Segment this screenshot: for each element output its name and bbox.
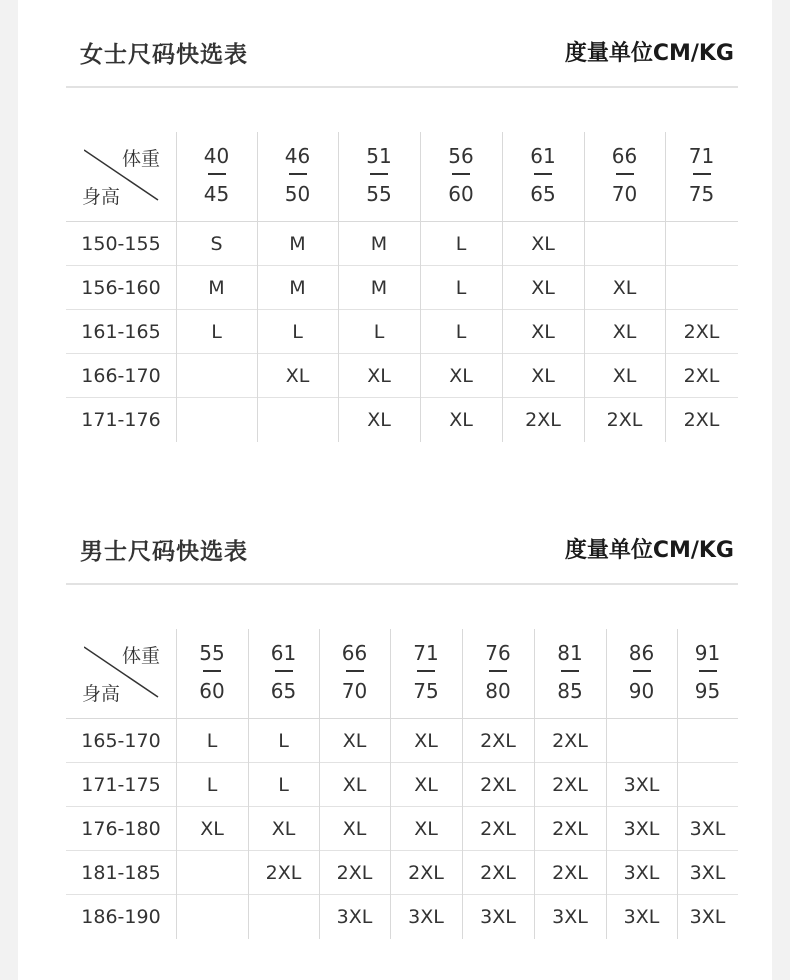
weight-min: 55	[199, 641, 225, 665]
weight-range-header	[534, 629, 606, 719]
table-row	[66, 310, 738, 354]
weight-max: 75	[688, 182, 715, 206]
size-cell: 2XL	[480, 774, 516, 796]
size-cell: 2XL	[683, 321, 720, 343]
column-divider	[606, 629, 607, 939]
height-range-label: 165-170	[81, 730, 161, 752]
men-section	[66, 497, 738, 928]
weight-range-header	[677, 629, 738, 719]
size-cell: 2XL	[552, 818, 588, 840]
weight-max: 50	[284, 182, 311, 206]
women-title: 女士尺码快选表	[80, 42, 248, 68]
column-divider	[338, 132, 339, 442]
column-divider	[462, 629, 463, 939]
table-row	[66, 807, 738, 851]
weight-min: 91	[694, 641, 721, 665]
column-divider	[319, 629, 320, 939]
size-cell: XL	[449, 409, 473, 431]
men-corner-cell	[66, 629, 176, 719]
weight-range-header	[420, 132, 502, 222]
weight-range-header	[462, 629, 534, 719]
size-cell: XL	[285, 365, 310, 387]
size-cell: 2XL	[525, 409, 561, 431]
women-corner-cell	[66, 132, 176, 222]
size-cell: 2XL	[683, 365, 720, 387]
weight-max: 80	[485, 679, 511, 703]
size-cell	[176, 354, 257, 398]
weight-range-header	[665, 132, 738, 222]
size-cell: 3XL	[336, 906, 373, 928]
men-size-table	[66, 629, 738, 939]
size-cell: L	[278, 730, 289, 752]
size-cell: 2XL	[408, 862, 444, 884]
women-section	[66, 0, 738, 431]
range-dash	[561, 670, 579, 672]
weight-max: 65	[530, 182, 556, 206]
weight-max: 60	[448, 182, 474, 206]
size-cell: L	[206, 774, 218, 796]
size-cell: XL	[612, 365, 637, 387]
weight-range-header	[606, 629, 677, 719]
column-divider	[257, 132, 258, 442]
size-cell: L	[373, 321, 385, 343]
table-row	[66, 266, 738, 310]
column-divider	[584, 132, 585, 442]
column-divider	[665, 132, 666, 442]
size-cell: XL	[531, 277, 555, 299]
weight-range-header	[390, 629, 462, 719]
corner-weight-label: 体重	[122, 148, 161, 170]
weight-min: 61	[270, 641, 297, 665]
weight-range-header	[257, 132, 338, 222]
weight-min: 86	[628, 641, 655, 665]
weight-min: 51	[366, 144, 392, 168]
weight-max: 65	[270, 679, 297, 703]
height-range-label: 161-165	[81, 321, 161, 343]
range-dash	[370, 173, 388, 175]
range-dash	[452, 173, 470, 175]
weight-max: 75	[413, 679, 439, 703]
women-divider	[66, 86, 738, 88]
weight-max: 55	[366, 182, 392, 206]
size-cell: M	[289, 277, 306, 299]
size-cell: XL	[414, 730, 438, 752]
column-divider	[534, 629, 535, 939]
weight-min: 66	[341, 641, 368, 665]
size-cell: 2XL	[480, 862, 516, 884]
size-cell: XL	[342, 774, 367, 796]
size-cell	[665, 222, 738, 266]
size-cell: L	[455, 277, 467, 299]
column-divider	[176, 629, 177, 939]
size-cell: 3XL	[408, 906, 444, 928]
size-cell: L	[455, 233, 467, 255]
range-dash	[693, 173, 711, 175]
men-header-row	[66, 629, 738, 719]
size-cell: 2XL	[480, 730, 516, 752]
column-divider	[677, 629, 678, 939]
size-cell: XL	[449, 365, 473, 387]
weight-max: 60	[199, 679, 225, 703]
men-title: 男士尺码快选表	[80, 539, 248, 565]
column-divider	[176, 132, 177, 442]
size-cell: 3XL	[623, 906, 660, 928]
corner-height-label: 身高	[82, 186, 121, 208]
women-header	[66, 0, 738, 68]
size-cell: M	[289, 233, 306, 255]
women-size-table	[66, 132, 738, 442]
weight-max: 95	[694, 679, 721, 703]
size-cell: XL	[200, 818, 224, 840]
size-cell	[176, 895, 248, 939]
size-cell: 2XL	[683, 409, 720, 431]
size-cell: 3XL	[623, 774, 660, 796]
size-cell: XL	[414, 818, 438, 840]
range-dash	[417, 670, 435, 672]
range-dash	[346, 670, 364, 672]
women-header-row	[66, 132, 738, 222]
size-cell	[584, 222, 665, 266]
table-row	[66, 851, 738, 895]
size-cell: L	[211, 321, 222, 343]
weight-min: 40	[203, 144, 230, 168]
size-chart-page	[18, 0, 772, 980]
height-range-label: 181-185	[81, 862, 161, 884]
weight-range-header	[319, 629, 390, 719]
size-cell: 2XL	[480, 818, 516, 840]
height-range-label: 176-180	[81, 818, 161, 840]
table-row	[66, 354, 738, 398]
size-cell: 3XL	[623, 818, 660, 840]
size-cell: 3XL	[480, 906, 516, 928]
range-dash	[489, 670, 507, 672]
column-divider	[502, 132, 503, 442]
size-cell: XL	[342, 818, 367, 840]
weight-min: 66	[611, 144, 638, 168]
men-divider	[66, 583, 738, 585]
size-cell: 2XL	[552, 862, 588, 884]
size-cell: 3XL	[552, 906, 588, 928]
corner-weight-label: 体重	[122, 645, 161, 667]
weight-min: 71	[413, 641, 439, 665]
size-cell: L	[292, 321, 303, 343]
column-divider	[420, 132, 421, 442]
height-range-label: 171-176	[81, 409, 161, 431]
weight-range-header	[176, 132, 257, 222]
weight-min: 76	[485, 641, 511, 665]
table-row	[66, 895, 738, 939]
size-cell: M	[370, 233, 388, 255]
range-dash	[616, 173, 634, 175]
range-dash	[534, 173, 552, 175]
table-row	[66, 222, 738, 266]
table-row	[66, 719, 738, 763]
weight-min: 56	[448, 144, 474, 168]
size-cell	[665, 266, 738, 310]
size-cell: XL	[531, 321, 555, 343]
women-unit: 度量单位CM/KG	[564, 41, 734, 66]
size-cell	[176, 398, 257, 442]
size-cell: XL	[414, 774, 438, 796]
size-cell: 3XL	[689, 862, 726, 884]
height-range-label: 166-170	[81, 365, 161, 387]
weight-range-header	[584, 132, 665, 222]
size-cell: L	[455, 321, 467, 343]
size-cell	[257, 398, 338, 442]
size-cell: 2XL	[606, 409, 643, 431]
column-divider	[248, 629, 249, 939]
range-dash	[203, 670, 221, 672]
size-cell: 3XL	[623, 862, 660, 884]
range-dash	[699, 670, 717, 672]
size-cell: M	[208, 277, 225, 299]
size-cell: XL	[612, 321, 637, 343]
table-row	[66, 763, 738, 807]
weight-max: 90	[628, 679, 655, 703]
corner-height-label: 身高	[82, 683, 121, 705]
weight-max: 70	[611, 182, 638, 206]
weight-max: 70	[341, 679, 368, 703]
size-cell: L	[278, 774, 289, 796]
size-cell	[677, 719, 738, 763]
men-header	[66, 497, 738, 565]
size-cell: 2XL	[336, 862, 373, 884]
weight-min: 71	[688, 144, 715, 168]
weight-min: 61	[530, 144, 556, 168]
size-cell: 3XL	[689, 818, 726, 840]
size-cell	[248, 895, 319, 939]
size-cell: XL	[531, 233, 555, 255]
size-cell	[606, 719, 677, 763]
weight-max: 85	[557, 679, 583, 703]
range-dash	[208, 173, 226, 175]
weight-max: 45	[203, 182, 230, 206]
weight-min: 46	[284, 144, 311, 168]
range-dash	[275, 670, 293, 672]
weight-range-header	[176, 629, 248, 719]
weight-range-header	[338, 132, 420, 222]
height-range-label: 150-155	[81, 233, 161, 255]
range-dash	[633, 670, 651, 672]
weight-range-header	[502, 132, 584, 222]
range-dash	[289, 173, 307, 175]
weight-range-header	[248, 629, 319, 719]
size-cell: 2XL	[265, 862, 302, 884]
size-cell: XL	[367, 365, 391, 387]
column-divider	[390, 629, 391, 939]
height-range-label: 171-175	[81, 774, 161, 796]
size-cell: XL	[612, 277, 637, 299]
size-cell: 2XL	[552, 774, 588, 796]
size-cell: S	[210, 233, 223, 255]
size-cell	[176, 851, 248, 895]
size-cell: XL	[367, 409, 391, 431]
height-range-label: 156-160	[81, 277, 161, 299]
men-unit: 度量单位CM/KG	[564, 538, 734, 563]
height-range-label: 186-190	[81, 906, 161, 928]
size-cell: 3XL	[689, 906, 726, 928]
size-cell: M	[370, 277, 388, 299]
table-row	[66, 398, 738, 442]
weight-min: 81	[557, 641, 583, 665]
size-cell: XL	[271, 818, 296, 840]
size-cell: L	[206, 730, 218, 752]
size-cell: XL	[531, 365, 555, 387]
size-cell	[677, 763, 738, 807]
size-cell: 2XL	[552, 730, 588, 752]
size-cell: XL	[342, 730, 367, 752]
